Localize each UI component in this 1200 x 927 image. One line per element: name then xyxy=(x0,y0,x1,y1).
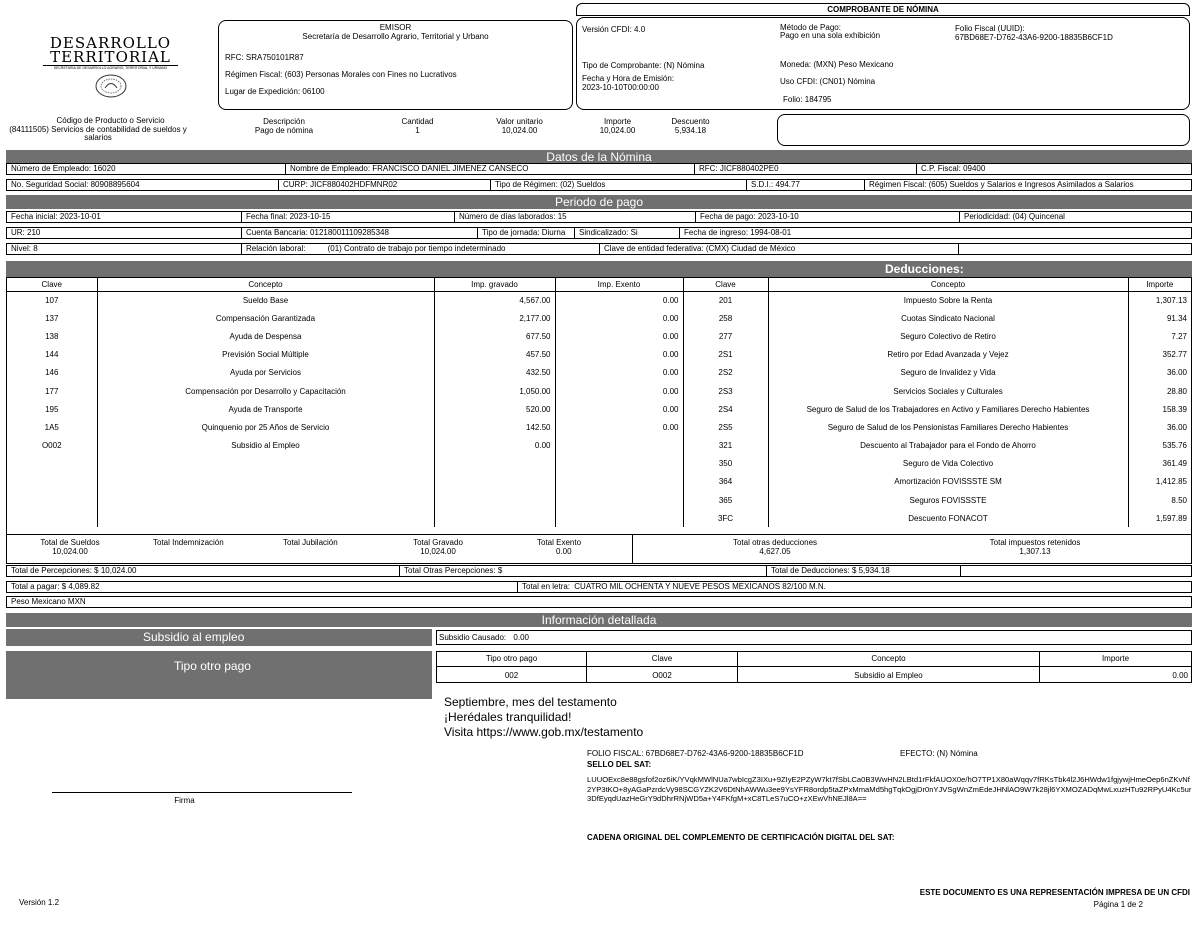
percepcion-concepto: Compensación Garantizada xyxy=(97,309,434,327)
percepcion-exento: 0.00 xyxy=(555,291,683,309)
deduccion-concepto: Descuento al Trabajador para el Fondo de Ahorro xyxy=(768,437,1128,455)
relacion-laboral-label: Relación laboral: xyxy=(246,244,306,253)
percepcion-gravado: 677.50 xyxy=(434,327,555,345)
descripcion-header: Descripción xyxy=(263,117,305,126)
deduccion-concepto: Impuesto Sobre la Renta xyxy=(768,291,1128,309)
otro-pago-tipo: 002 xyxy=(504,671,519,680)
percepcion-clave: 195 xyxy=(7,400,97,418)
deducciones-title: Deducciones: xyxy=(885,262,964,276)
percepcion-exento: 0.00 xyxy=(555,346,683,364)
percepcion-exento: 0.00 xyxy=(555,382,683,400)
header-importe: Importe xyxy=(1128,278,1191,291)
percepcion-gravado: 4,567.00 xyxy=(434,291,555,309)
deduccion-concepto: Seguro de Invalidez y Vida xyxy=(768,364,1128,382)
table-row xyxy=(7,455,1191,473)
footer-version: Versión 1.2 xyxy=(19,898,60,907)
deduccion-concepto: Seguro Colectivo de Retiro xyxy=(768,327,1128,345)
percepcion-clave: 177 xyxy=(7,382,97,400)
percepcion-exento xyxy=(555,473,683,491)
total-pagar: Total a pagar: $ 4,089.82 xyxy=(7,582,518,592)
nombre-empleado: Nombre de Empleado: FRANCISCO DANIEL JIMENEZ CANSECO xyxy=(286,164,695,174)
total-letra-value: CUATRO MIL OCHENTA Y NUEVE PESOS MEXICANOS 82/100 M.N. xyxy=(574,582,826,591)
emisor-regimen: Régimen Fiscal: (603) Personas Morales con Fines no Lucrativos xyxy=(225,70,457,79)
regimen-fiscal: Régimen Fiscal: (605) Sueldos y Salarios e Ingresos Asimilados a Salarios xyxy=(869,180,1134,189)
firma-line xyxy=(52,792,352,793)
deduccion-clave: 258 xyxy=(683,309,768,327)
percepcion-clave: O002 xyxy=(7,437,97,455)
total-exento: 0.00 xyxy=(556,547,572,556)
table-row xyxy=(7,473,1191,491)
deduccion-importe: 1,307.13 xyxy=(1155,295,1187,305)
detalle-table xyxy=(7,278,1191,527)
valor-unitario-header: Valor unitario xyxy=(496,117,543,126)
cfdi-version: Versión CFDI: 4.0 xyxy=(582,25,646,34)
cp-fiscal: C.P. Fiscal: 09400 xyxy=(921,164,986,173)
percepcion-exento xyxy=(555,491,683,509)
header-clave: Clave xyxy=(7,278,97,291)
total-jubilacion-label: Total Jubilación xyxy=(283,538,338,547)
subsidio-causado-box xyxy=(436,630,1192,645)
summary-row-2 xyxy=(6,581,1192,593)
folio-fiscal: 67BD68E7-D762-43A6-9200-18835B6CF1D xyxy=(955,33,1113,42)
percepcion-concepto xyxy=(97,491,434,509)
metodo-pago-label: Método de Pago: xyxy=(780,23,841,32)
entidad-federativa: Clave de entidad federativa: (CMX) Ciudad de México xyxy=(600,244,959,254)
deduccion-importe: 36.00 xyxy=(1166,422,1187,432)
cuenta-bancaria: Cuenta Bancaria: 012180011109285348 xyxy=(242,228,478,238)
footer-pagina: Página 1 de 2 xyxy=(1093,900,1143,909)
logo-line1: DESARROLLO xyxy=(49,34,172,52)
deduccion-clave: 2S2 xyxy=(683,364,768,382)
rfc-empleado: RFC: JICF880402PE0 xyxy=(695,164,917,174)
moneda-texto: Peso Mexicano MXN xyxy=(11,597,86,606)
table-row xyxy=(7,491,1191,509)
deduccion-clave: 201 xyxy=(683,291,768,309)
percepcion-concepto xyxy=(97,455,434,473)
logo xyxy=(8,36,213,101)
percepcion-clave: 107 xyxy=(7,291,97,309)
deduccion-concepto: Cuotas Sindicato Nacional xyxy=(768,309,1128,327)
percepcion-gravado: 457.50 xyxy=(434,346,555,364)
deduccion-clave: 321 xyxy=(683,437,768,455)
subsidio-causado-label: Subsidio Causado: xyxy=(439,633,507,642)
percepcion-clave xyxy=(7,509,97,527)
mensaje-linea-3: Visita https://www.gob.mx/testamento xyxy=(444,725,644,739)
importe: 10,024.00 xyxy=(599,126,636,135)
firma-label: Firma xyxy=(174,796,195,805)
tipo-jornada: Tipo de jornada: Diurna xyxy=(478,228,575,238)
percepcion-concepto: Compensación por Desarrollo y Capacitación xyxy=(97,382,434,400)
percepcion-concepto xyxy=(97,473,434,491)
percepcion-exento: 0.00 xyxy=(555,364,683,382)
table-row xyxy=(7,309,1191,327)
deduccion-importe: 36.00 xyxy=(1166,368,1187,378)
sat-efecto: EFECTO: (N) Nómina xyxy=(900,749,978,758)
deduccion-importe: 1,597.89 xyxy=(1155,513,1187,523)
deduccion-importe: 1,412.85 xyxy=(1155,477,1187,487)
fecha-emision-label: Fecha y Hora de Emisión: xyxy=(582,74,675,83)
total-percepciones: Total de Percepciones: $ 10,024.00 xyxy=(7,566,400,576)
deduccion-clave: 277 xyxy=(683,327,768,345)
emisor-title: EMISOR xyxy=(379,23,412,32)
subsidio-empleo-bar xyxy=(6,629,432,646)
descuento-header: Descuento xyxy=(671,117,710,126)
percepcion-exento xyxy=(555,437,683,455)
emisor-lugar: Lugar de Expedición: 06100 xyxy=(225,87,325,96)
total-sueldos: 10,024.00 xyxy=(52,547,88,556)
otro-pago-header-clave: Clave xyxy=(651,654,673,663)
header-concepto: Concepto xyxy=(97,278,434,291)
deduccion-importe: 352.77 xyxy=(1162,350,1187,360)
tipo-otro-pago-title: Tipo otro pago xyxy=(174,659,251,673)
header-deduccion-concepto: Concepto xyxy=(768,278,1128,291)
folio: Folio: 184795 xyxy=(783,95,832,104)
fecha-final: Fecha final: 2023-10-15 xyxy=(242,212,455,222)
percepcion-exento: 0.00 xyxy=(555,418,683,436)
cantidad: 1 xyxy=(415,126,420,135)
subsidio-empleo-title: Subsidio al empleo xyxy=(143,630,245,644)
otro-pago-header-tipo: Tipo otro pago xyxy=(485,654,538,663)
deduccion-clave: 2S1 xyxy=(683,346,768,364)
total-indemnizacion-label: Total Indemnización xyxy=(153,538,224,547)
periodicidad: Periodicidad: (04) Quincenal xyxy=(964,212,1065,221)
summary-row-3 xyxy=(6,596,1192,608)
periodo-row-1 xyxy=(6,211,1192,223)
datos-nomina-bar: Datos de la Nómina xyxy=(6,150,1192,164)
emisor-name: Secretaría de Desarrollo Agrario, Territorial y Urbano xyxy=(302,32,489,41)
mensaje-linea-2: ¡Herédales tranquilidad! xyxy=(444,710,572,724)
percepcion-gravado: 1,050.00 xyxy=(434,382,555,400)
percepcion-concepto: Ayuda de Transporte xyxy=(97,400,434,418)
total-otras-percepciones: Total Otras Percepciones: $ xyxy=(400,566,767,576)
info-detallada-bar: Información detallada xyxy=(6,613,1192,627)
deduccion-concepto: Seguro de Vida Colectivo xyxy=(768,455,1128,473)
percepcion-gravado: 0.00 xyxy=(434,437,555,455)
datos-row-1 xyxy=(6,163,1192,175)
table-row xyxy=(7,437,1191,455)
header-deduccion-clave: Clave xyxy=(683,278,768,291)
percepcion-gravado: 2,177.00 xyxy=(434,309,555,327)
deduccion-importe: 91.34 xyxy=(1166,313,1187,323)
tipo-otro-pago-bar xyxy=(6,651,432,699)
table-row xyxy=(7,382,1191,400)
percepcion-concepto: Ayuda de Despensa xyxy=(97,327,434,345)
percepcion-clave xyxy=(7,455,97,473)
percepcion-concepto: Previsión Social Múltiple xyxy=(97,346,434,364)
table-row xyxy=(7,327,1191,345)
deduccion-concepto: Servicios Sociales y Culturales xyxy=(768,382,1128,400)
table-row xyxy=(7,346,1191,364)
percepcion-gravado: 142.50 xyxy=(434,418,555,436)
otro-pago-table xyxy=(436,651,1192,683)
cantidad-header: Cantidad xyxy=(401,117,434,126)
otro-pago-header-importe: Importe xyxy=(1101,654,1130,663)
percepcion-clave: 144 xyxy=(7,346,97,364)
sat-sello-label: SELLO DEL SAT: xyxy=(587,760,652,769)
percepcion-concepto: Quinquenio por 25 Años de Servicio xyxy=(97,418,434,436)
deduccion-concepto: Seguros FOVISSSTE xyxy=(768,491,1128,509)
percepcion-exento: 0.00 xyxy=(555,400,683,418)
total-deducciones: Total de Deducciones: $ 5,934.18 xyxy=(767,566,961,576)
percepcion-concepto xyxy=(97,509,434,527)
percepcion-concepto: Sueldo Base xyxy=(97,291,434,309)
deduccion-importe: 7.27 xyxy=(1171,331,1187,341)
tipo-comprobante: Tipo de Comprobante: (N) Nómina xyxy=(582,61,705,70)
percepcion-gravado: 520.00 xyxy=(434,400,555,418)
total-impuestos: 1,307.13 xyxy=(1019,547,1051,556)
total-sueldos-label: Total de Sueldos xyxy=(40,538,100,547)
percepcion-gravado xyxy=(434,455,555,473)
detalle-table-frame xyxy=(6,277,1192,535)
total-exento-label: Total Exento xyxy=(537,538,582,547)
percepcion-clave: 146 xyxy=(7,364,97,382)
deduccion-concepto: Amortización FOVISSSTE SM xyxy=(768,473,1128,491)
table-row xyxy=(7,400,1191,418)
dias-laborados: Número de días laborados: 15 xyxy=(455,212,696,222)
deduccion-concepto: Descuento FONACOT xyxy=(768,509,1128,527)
deduccion-importe: 535.76 xyxy=(1162,441,1187,451)
percepcion-clave: 137 xyxy=(7,309,97,327)
descripcion: Pago de nómina xyxy=(254,126,314,135)
total-otras-deducciones-label: Total otras deducciones xyxy=(732,538,818,547)
concepto-codigo-header: Código de Producto o Servicio xyxy=(56,116,165,125)
metodo-pago: Pago en una sola exhibición xyxy=(780,31,881,40)
periodo-row-2 xyxy=(6,227,1192,239)
deduccion-clave: 3FC xyxy=(683,509,768,527)
total-otras-deducciones: 4,627.05 xyxy=(759,547,791,556)
subsidio-causado: 0.00 xyxy=(513,633,529,642)
logo-tagline: SECRETARÍA DE DESARROLLO AGRARIO, TERRITORIAL Y URBANO xyxy=(43,65,178,71)
total-impuestos-label: Total impuestos retenidos xyxy=(989,538,1081,547)
table-row xyxy=(7,291,1191,309)
percepcion-gravado: 432.50 xyxy=(434,364,555,382)
nivel: Nivel: 8 xyxy=(7,244,242,254)
deduccion-importe: 361.49 xyxy=(1162,459,1187,469)
total-letra-label: Total en letra: xyxy=(522,582,571,591)
observaciones-box xyxy=(777,114,1190,146)
summary-row-1 xyxy=(6,565,1192,577)
num-empleado: Número de Empleado: 16020 xyxy=(7,164,286,174)
seal-icon xyxy=(94,73,128,99)
relacion-laboral xyxy=(242,244,600,254)
sat-cadena-label: CADENA ORIGINAL DEL COMPLEMENTO DE CERTIFICACIÓN DIGITAL DEL SAT: xyxy=(587,833,895,842)
percepcion-exento: 0.00 xyxy=(555,309,683,327)
emisor-rfc: RFC: SRA750101R87 xyxy=(225,53,304,62)
periodo-bar: Periodo de pago xyxy=(6,195,1192,209)
table-row xyxy=(7,364,1191,382)
fecha-pago: Fecha de pago: 2023-10-10 xyxy=(696,212,960,222)
descuento: 5,934.18 xyxy=(674,126,707,135)
nss: No. Seguridad Social: 80908895604 xyxy=(7,180,279,190)
deduccion-clave: 364 xyxy=(683,473,768,491)
otro-pago-header-concepto: Concepto xyxy=(871,654,906,663)
header-gravado: Imp. gravado xyxy=(434,278,555,291)
deduccion-concepto: Retiro por Edad Avanzada y Vejez xyxy=(768,346,1128,364)
logo-line2: TERRITORIAL xyxy=(50,48,171,66)
deduccion-clave: 2S3 xyxy=(683,382,768,400)
footer-representacion: ESTE DOCUMENTO ES UNA REPRESENTACIÓN IMPRESA DE UN CFDI xyxy=(919,888,1190,897)
valor-unitario: 10,024.00 xyxy=(501,126,538,135)
deduccion-importe: 158.39 xyxy=(1162,404,1187,414)
sat-folio-fiscal: FOLIO FISCAL: 67BD68E7-D762-43A6-9200-18835B6CF1D xyxy=(587,749,804,758)
otro-pago-concepto: Subsidio al Empleo xyxy=(854,671,923,680)
percepcion-clave xyxy=(7,491,97,509)
deduccion-concepto: Seguro de Salud de los Pensionistas Familiares Derecho Habientes xyxy=(768,418,1128,436)
deduccion-clave: 365 xyxy=(683,491,768,509)
table-row xyxy=(7,418,1191,436)
concepto-codigo: (84111505) Servicios de contabilidad de sueldos y salarios xyxy=(9,124,187,142)
importe-header: Importe xyxy=(603,117,632,126)
header-exento: Imp. Exento xyxy=(555,278,683,291)
moneda: Moneda: (MXN) Peso Mexicano xyxy=(780,60,894,69)
curp: CURP: JICF880402HDFMNR02 xyxy=(279,180,491,190)
percepcion-gravado xyxy=(434,473,555,491)
otro-pago-importe: 0.00 xyxy=(1172,671,1188,680)
deduccion-clave: 350 xyxy=(683,455,768,473)
folio-fiscal-label: Folio Fiscal (UUID): xyxy=(955,24,1025,33)
fecha-ingreso: Fecha de ingreso: 1994-08-01 xyxy=(684,228,792,237)
total-gravado: 10,024.00 xyxy=(420,547,456,556)
deduccion-clave: 2S5 xyxy=(683,418,768,436)
deducciones-bar xyxy=(6,261,1192,277)
sdi: S.D.I.: 494.77 xyxy=(747,180,865,190)
table-row xyxy=(7,509,1191,527)
tipo-regimen: Tipo de Régimen: (02) Sueldos xyxy=(491,180,747,190)
sindicalizado: Sindicalizado: Si xyxy=(575,228,680,238)
percepcion-clave xyxy=(7,473,97,491)
deduccion-importe: 28.80 xyxy=(1166,386,1187,396)
deduccion-importe: 8.50 xyxy=(1171,495,1187,505)
uso-cfdi: Uso CFDI: (CN01) Nómina xyxy=(780,77,876,86)
percepcion-exento xyxy=(555,455,683,473)
percepcion-exento: 0.00 xyxy=(555,327,683,345)
total-letra xyxy=(518,582,1191,592)
sat-sello: LUUOExc8e88gsfof2oz6iK/YVqkMWlNUa7wbIcgZ3IXu+9ZIyE2PZyW7kt7fSbLCa0B3WwHN2LBtd1rFkfAUOX0e/hO7TP1X80aWqqv7fRKsTbk4l2J6HWdw1fgjywjHmeOep6nZKvNf2YP3tKO+8yAGaPzrdcVy98SCGYZK2V6DtNhAWWu3ee9YsYFR8ordp5taZPxMmaMd5hgTqkOgjDr0nYJVSgWnZmEdeJHNlAO9W7k28jl6YXMOZADqMwLxuzHTu92RPyU4Kc5ur3DfEyqdUazHeGrY9dDhrRNjWD5a+Y4FKfgM+xC8TLeS7uCO+zXEwVhNEJl8A== xyxy=(587,775,1192,803)
datos-row-2 xyxy=(6,179,1192,191)
percepcion-concepto: Subsidio al Empleo xyxy=(97,437,434,455)
otro-pago-clave: O002 xyxy=(652,671,672,680)
total-gravado-label: Total Gravado xyxy=(413,538,463,547)
percepcion-gravado xyxy=(434,491,555,509)
ur: UR: 210 xyxy=(7,228,242,238)
percepcion-gravado xyxy=(434,509,555,527)
mensaje-linea-1: Septiembre, mes del testamento xyxy=(444,695,617,709)
comprobante-header: COMPROBANTE DE NÓMINA xyxy=(576,3,1190,16)
periodo-row-3 xyxy=(6,243,1192,255)
percepcion-concepto: Ayuda por Servicios xyxy=(97,364,434,382)
fecha-inicial: Fecha inicial: 2023-10-01 xyxy=(7,212,242,222)
deduccion-concepto: Seguro de Salud de los Trabajadores en Activo y Familiares Derecho Habientes xyxy=(768,400,1128,418)
relacion-laboral-value: (01) Contrato de trabajo por tiempo indeterminado xyxy=(327,244,506,253)
fecha-emision: 2023-10-10T00:00:00 xyxy=(582,83,659,92)
deduccion-clave: 2S4 xyxy=(683,400,768,418)
percepcion-clave: 138 xyxy=(7,327,97,345)
percepcion-clave: 1A5 xyxy=(7,418,97,436)
percepcion-exento xyxy=(555,509,683,527)
